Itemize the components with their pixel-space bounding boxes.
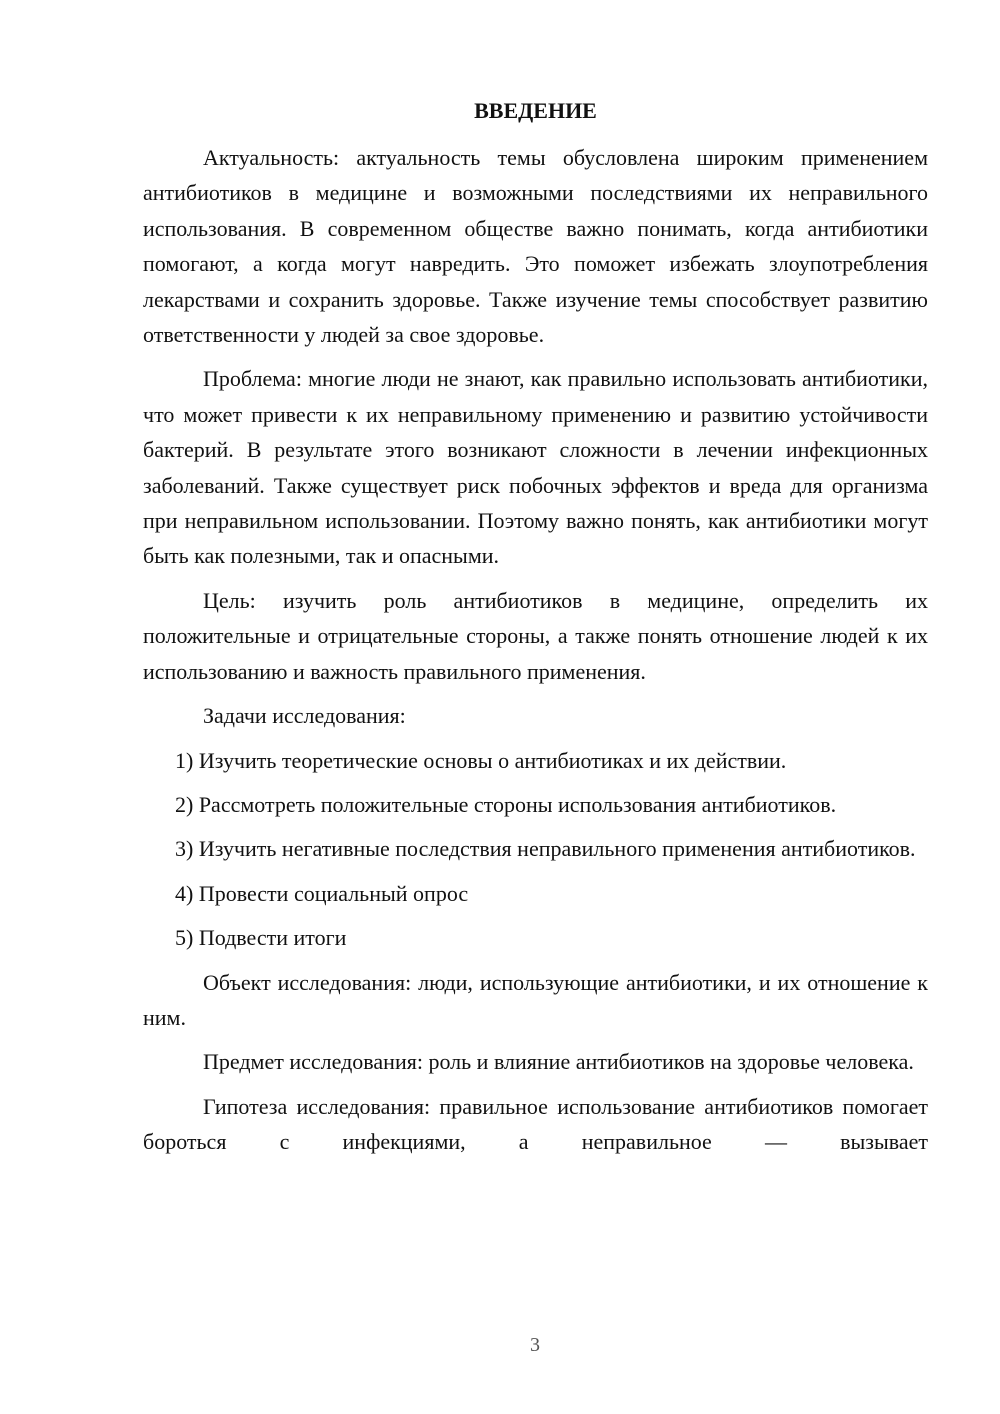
paragraph-subject: Предмет исследования: роль и влияние антибиотиков на здоровье человека.: [203, 1049, 914, 1075]
task-item-5: 5) Подвести итоги: [175, 925, 347, 951]
task-item-3: 3) Изучить негативные последствия неправильного применения антибиотиков.: [175, 836, 916, 862]
paragraph-tasks-title: Задачи исследования:: [203, 703, 406, 729]
page-content: [143, 96, 928, 1169]
paragraph-hypothesis: Гипотеза исследования: правильное использование антибиотиков помогает бороться с инфекциями, а неправильное — вызывает: [143, 1093, 928, 1155]
page-heading: ВВЕДЕНИЕ: [474, 98, 597, 123]
task-item-2: 2) Рассмотреть положительные стороны использования антибиотиков.: [175, 791, 837, 817]
task-item-1: 1) Изучить теоретические основы о антибиотиках и их действии.: [175, 747, 787, 773]
paragraph-object: Объект исследования: люди, использующие антибиотики, и их отношение к ним.: [143, 969, 928, 1030]
page-number: 3: [530, 1334, 540, 1356]
paragraph-goal: Цель: изучить роль антибиотиков в медицине, определить их положительные и отрицательные стороны, а также понять отношение людей к их использованию и важность правильного применения.: [143, 587, 928, 684]
task-item-4: 4) Провести социальный опрос: [175, 880, 469, 906]
paragraph-relevance: Актуальность: актуальность темы обусловлена широким применением антибиотиков в медицине и возможными последствиями их неправильного использования. В современном обществе важно понимать, когда антибиотики помогают, а когда могут навредить. Это поможет избежать злоупотребления лекарствами и сохранить здоровье. Также изучение темы способствует развитию ответственности у людей за свое здоровье.: [143, 145, 928, 348]
paragraph-problem: Проблема: многие люди не знают, как правильно использовать антибиотики, что может привести к их неправильному применению и развитию устойчивости бактерий. В результате этого возникают сложности в лечении инфекционных заболеваний. Также существует риск побочных эффектов и вреда для организма при неправильном использовании. Поэтому важно понять, как антибиотики могут быть как полезными, так и опасными.: [143, 366, 928, 569]
